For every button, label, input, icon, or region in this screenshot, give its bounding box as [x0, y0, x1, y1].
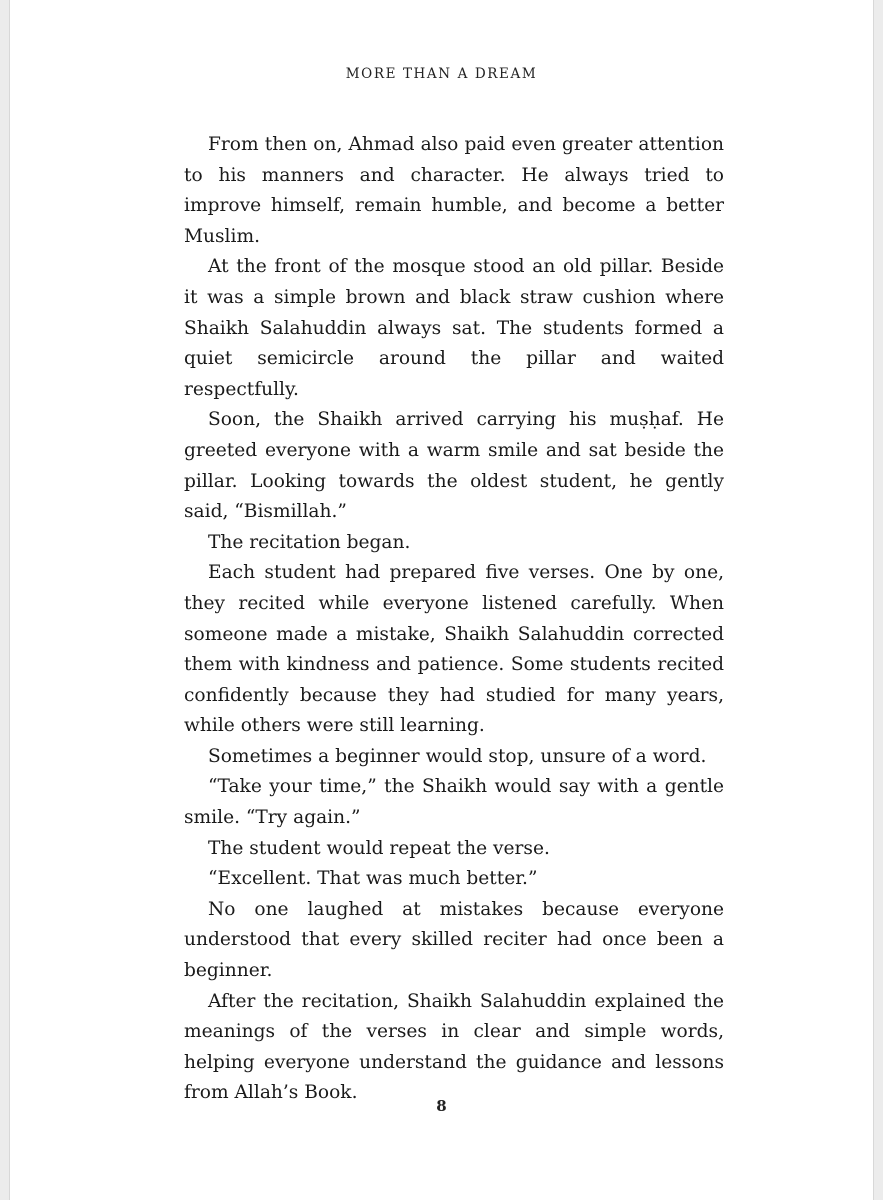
paragraph: Sometimes a beginner would stop, unsure of a word. — [208, 745, 707, 767]
page-body — [184, 130, 724, 1109]
page-number: 8 — [436, 1097, 447, 1115]
paragraph: Each student had prepared five verses. One by one, they recited while everyone listened carefully. When someone made a mistake, Shaikh Salahuddin corrected them with kindness and patience. Some students recited confidently because they had studied for many years, while others were still learning. — [184, 562, 724, 737]
book-page — [9, 0, 874, 1200]
paragraph: The recitation began. — [208, 531, 411, 553]
paragraph: After the recitation, Shaikh Salahuddin explained the meanings of the verses in clear and simple words, helping everyone understand the guidance and lessons from Allah’s Book. — [184, 990, 724, 1104]
paragraph: No one laughed at mistakes because everyone understood that every skilled reciter had once been a beginner. — [184, 898, 724, 982]
paragraph: At the front of the mosque stood an old pillar. Beside it was a simple brown and black straw cushion where Shaikh Salahuddin always sat. The students formed a quiet semicircle around the pillar and waited respectfully. — [184, 256, 724, 400]
paragraph: “Take your time,” the Shaikh would say with a gentle smile. “Try again.” — [184, 776, 724, 829]
paragraph: Soon, the Shaikh arrived carrying his muṣḥaf. He greeted everyone with a warm smile and sat beside the pillar. Looking towards the oldest student, he gently said, “Bismillah.” — [184, 409, 724, 523]
running-head-title: MORE THAN A DREAM — [345, 66, 538, 82]
paragraph: From then on, Ahmad also paid even greater attention to his manners and character. He always tried to improve himself, remain humble, and become a better Muslim. — [184, 134, 724, 247]
paragraph: The student would repeat the verse. — [208, 837, 550, 859]
paragraph: “Excellent. That was much better.” — [208, 868, 538, 890]
